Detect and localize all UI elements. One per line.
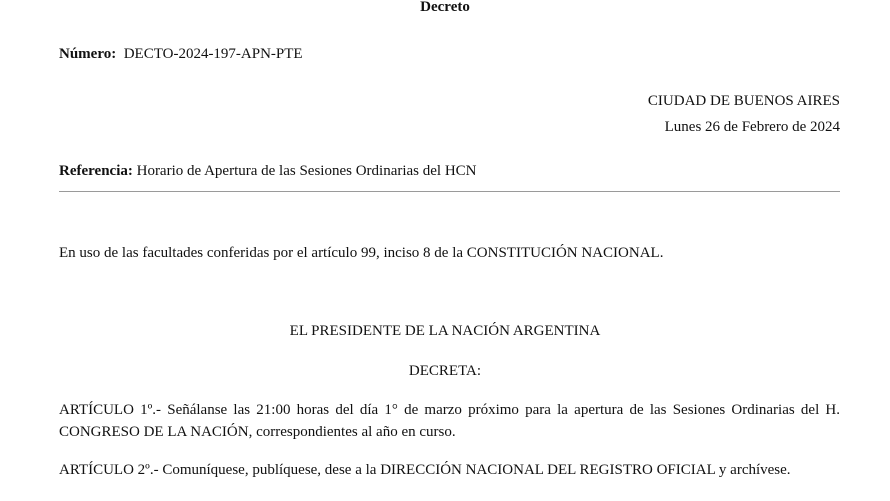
article-2-label: ARTÍCULO 2º.-	[59, 462, 159, 478]
article-1	[59, 399, 840, 443]
header-divider	[59, 191, 840, 192]
article-1-text: Señálanse las 21:00 horas del día 1° de marzo próximo para la apertura de las Sesiones Ordinarias del H. CONGRESO DE LA NACIÓN, correspondientes al año en curso.	[59, 402, 841, 440]
decree-word: DECRETA:	[408, 363, 482, 379]
city-line: CIUDAD DE BUENOS AIRES	[647, 93, 840, 109]
document-type-heading: Decreto	[420, 0, 470, 15]
article-1-label: ARTÍCULO 1º.-	[59, 402, 162, 418]
preamble-text: En uso de las facultades conferidas por el artículo 99, inciso 8 de la CONSTITUCIÓN NACIONAL.	[59, 245, 664, 261]
reference-value: Horario de Apertura de las Sesiones Ordinarias del HCN	[136, 163, 477, 179]
document-number-row	[59, 45, 303, 63]
article-2-text: Comuníquese, publíquese, dese a la DIRECCIÓN NACIONAL DEL REGISTRO OFICIAL y archívese.	[162, 462, 791, 478]
document-number-value: DECTO-2024-197-APN-PTE	[123, 46, 303, 62]
article-2	[59, 459, 840, 481]
reference-label: Referencia:	[59, 163, 133, 179]
date-line: Lunes 26 de Febrero de 2024	[664, 119, 840, 135]
document-number-label: Número:	[59, 46, 117, 62]
reference-row	[59, 162, 477, 180]
issuer-line: EL PRESIDENTE DE LA NACIÓN ARGENTINA	[289, 323, 601, 339]
